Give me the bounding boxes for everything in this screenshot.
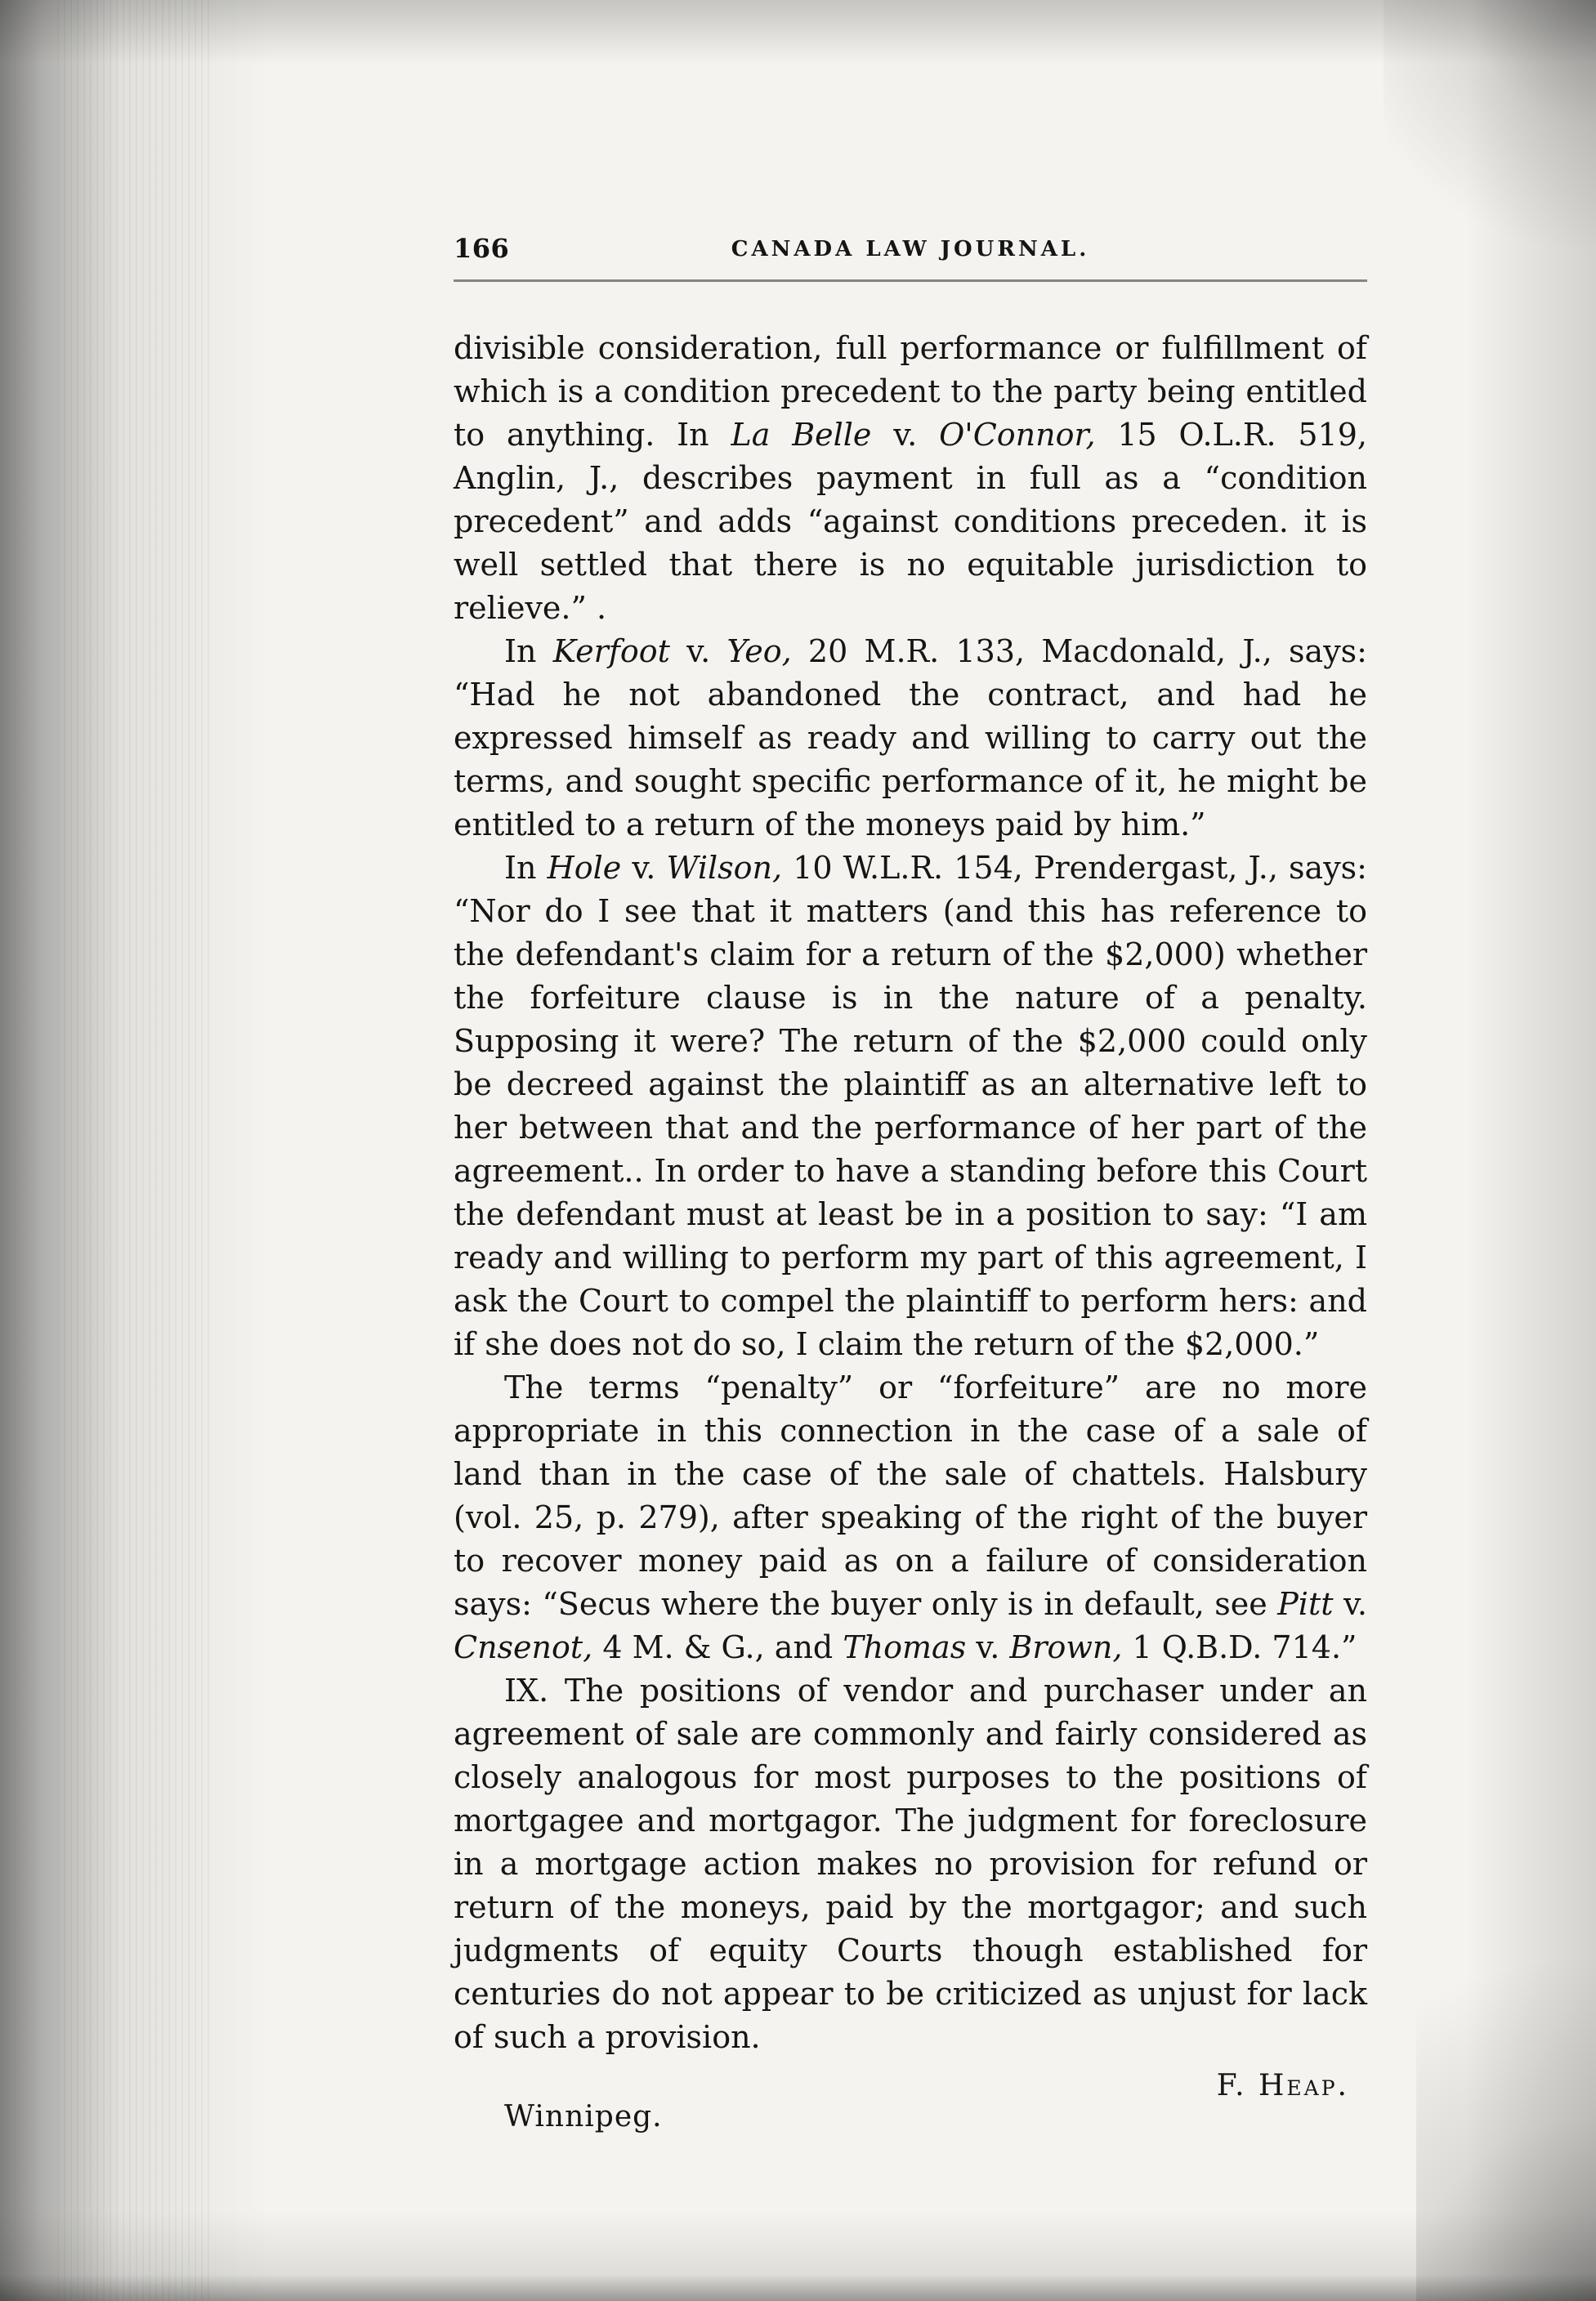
running-head: CANADA LAW JOURNAL.: [731, 237, 1090, 261]
text-segment: v.: [1333, 1586, 1367, 1622]
text-segment: 10 W.L.R. 154, Prendergast, J., says: “Nor do I see that it matters (and this has reference to the defendant's claim for a return of the $2,000) whether the forfeiture clause is in the nature of a penalty. Supposing it were? The return of the $2,000 could only be decreed against the plaintiff as an alternative left to her between that and the performance of her part of the agreement.. In order to have a standing before this Court the defendant must at least be in a position to say: “I am ready and willing to perform my part of this agreement, I ask the Court to compel the plaintiff to perform hers: and if she does not do so, I claim the return of the $2,000.”: [454, 850, 1367, 1362]
italic-text-segment: O'Connor,: [939, 417, 1096, 453]
scan-bottom-edge: [0, 2211, 1596, 2301]
paragraph: [454, 847, 1367, 1366]
text-segment: divisible consideration, full performance or fulfillment of which is a condition precedent to the party being entitled to anything. In: [454, 330, 1367, 453]
signoff-place: Winnipeg.: [504, 2100, 663, 2133]
text-segment: v.: [621, 850, 667, 886]
header-rule: [454, 279, 1367, 282]
text-segment: 15 O.L.R. 519, Anglin, J., describes payment in full as a “condition precedent” and adds “against conditions preceden. it is well settled that there is no equitable jurisdiction to relieve.” .: [454, 417, 1367, 626]
scan-left-edge: [0, 0, 270, 2301]
text-segment: v.: [966, 1629, 1010, 1665]
paragraph: [454, 630, 1367, 847]
italic-text-segment: Pitt: [1277, 1586, 1334, 1622]
scan-top-edge: [0, 0, 1596, 64]
scan-corner-shadow-top-right: [1384, 0, 1596, 294]
text-segment: 20 M.R. 133, Macdonald, J., says: “Had he not abandoned the contract, and had he expressed himself as ready and willing to carry out the terms, and sought specific performance of it, he might be entitled to a return of the moneys paid by him.”: [454, 633, 1367, 842]
italic-text-segment: Kerfoot: [552, 633, 670, 669]
text-segment: 1 Q.B.D. 714.”: [1122, 1629, 1357, 1665]
page-header: [454, 233, 1367, 282]
paragraph: [454, 1669, 1367, 2059]
italic-text-segment: Hole: [547, 850, 622, 886]
text-segment: v.: [669, 633, 727, 669]
page-number: 166: [454, 233, 510, 264]
text-segment: The terms “penalty” or “forfeiture” are no more appropriate in this connection in the case of a sale of land than in the case of the sale of chattels. Halsbury (vol. 25, p. 279), after speaking of the right of the buyer to recover money paid as on a failure of consideration says: “Secus where the buyer only is in default, see: [454, 1369, 1367, 1622]
italic-text-segment: Yeo,: [726, 633, 792, 669]
italic-text-segment: La Belle: [731, 417, 872, 453]
signoff: [454, 2069, 1367, 2144]
italic-text-segment: Cnsenot,: [454, 1629, 593, 1665]
signoff-name: F. Heap.: [1216, 2069, 1349, 2102]
text-segment: In: [504, 850, 548, 886]
paragraph: [454, 327, 1367, 630]
text-segment: In: [504, 633, 553, 669]
italic-text-segment: Thomas: [843, 1629, 967, 1665]
italic-text-segment: Wilson,: [666, 850, 783, 886]
paragraphs: [454, 327, 1367, 2059]
text-segment: v.: [871, 417, 940, 453]
text-segment: IX. The positions of vendor and purchaser under an agreement of sale are commonly and fairly considered as closely analogous for most purposes to the positions of mortgagee and mortgagor. The judgment for foreclosure in a mortgage action makes no provision for refund or return of the moneys, paid by the mortgagor; and such judgments of equity Courts though established for centuries do not appear to be criticized as unjust for lack of such a provision.: [454, 1673, 1367, 2055]
paragraph: [454, 1366, 1367, 1669]
article-body: [454, 327, 1367, 2144]
italic-text-segment: Brown,: [1009, 1629, 1123, 1665]
scan-corner-shadow-bottom-right: [1416, 1876, 1596, 2301]
text-segment: 4 M. & G., and: [592, 1629, 843, 1665]
